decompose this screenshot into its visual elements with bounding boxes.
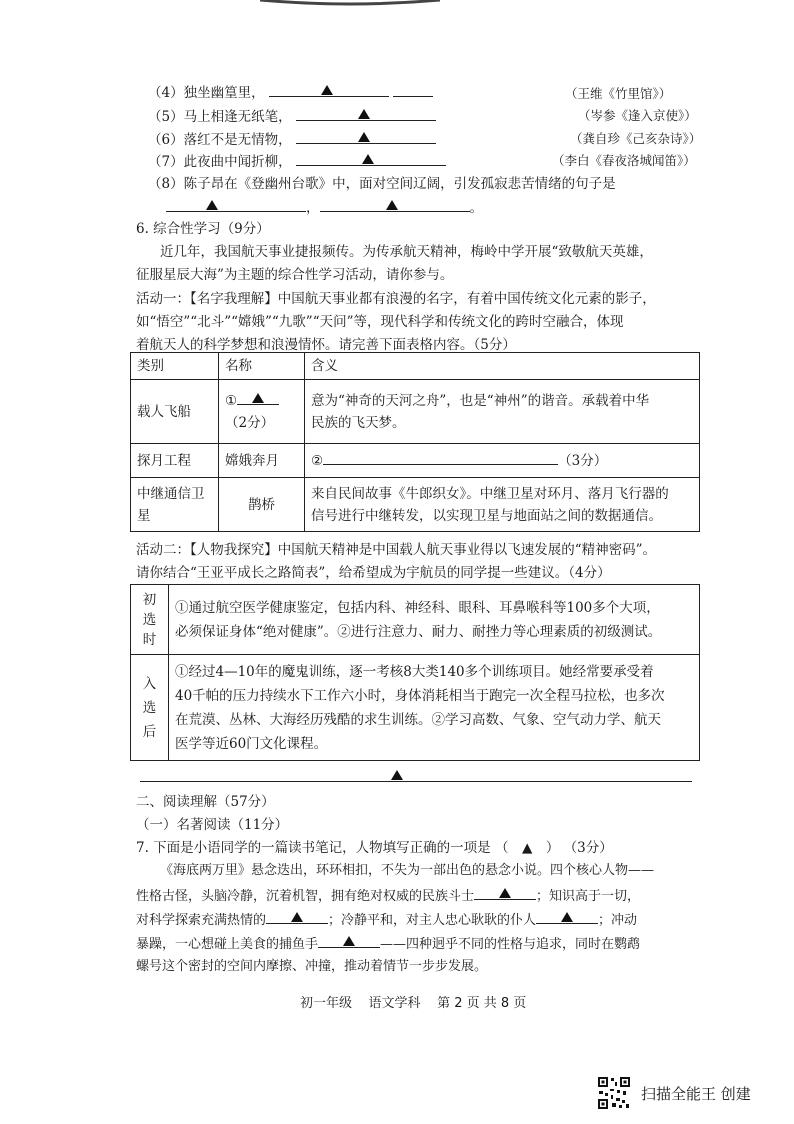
table-cell-category: [131, 478, 219, 532]
names-table: [130, 352, 700, 532]
answer-blank[interactable]: [266, 909, 328, 924]
footer-page-number: 第 2 页 共 8 页: [437, 996, 527, 1011]
answer-marker-icon: [391, 770, 403, 780]
stage-char: 初: [142, 591, 157, 608]
answer-paren: （ ▲ ）: [494, 840, 560, 856]
note-text: 暴躁，一心想碰上美食的捕鱼手: [136, 937, 319, 952]
answer-blank[interactable]: [269, 82, 389, 97]
poem-line-8: [148, 174, 616, 194]
q7-text: 7. 下面是小语同学的一篇读书笔记，人物填写正确的一项是: [136, 840, 491, 856]
table-header: 名称: [219, 353, 305, 380]
table-header: 含义: [305, 353, 700, 380]
poem-line-7: [148, 151, 446, 172]
answer-marker-icon: [358, 109, 370, 119]
poem-number: （6）: [148, 132, 184, 148]
footer-subject: 语文学科: [368, 996, 421, 1011]
score-label: （3分）: [558, 452, 608, 469]
poem-number: （8）: [148, 176, 184, 192]
meaning-text: 来自民间故事《牛郎织女》。中继卫星对环月、落月飞行器的: [311, 485, 669, 502]
activity1-line: 如“悟空”“北斗”“嫦娥”“九歌”“天问”等，现代科学和传统文化的跨时空融合，体现: [136, 314, 624, 330]
q6-intro-line: 近几年，我国航天事业捷报频传。为传承航天精神，梅岭中学开展“致敬航天英雄，: [160, 244, 653, 260]
note-text: ；知识高于一切，: [536, 889, 641, 904]
answer-marker-icon: [561, 912, 573, 922]
table-cell-name: 嫦娥奔月: [219, 444, 305, 478]
answer-blank[interactable]: [318, 933, 380, 948]
table-cell-category: 探月工程: [131, 444, 219, 478]
poem-8-blanks: ， 。: [166, 197, 483, 218]
answer-blank[interactable]: [536, 909, 598, 924]
activity1-line: 活动一：【名字我理解】中国航天事业都有浪漫的名字，有着中国传统文化元素的影子，: [136, 291, 656, 307]
note-text: ；冷静平和，对主人忠心耿耿的仆人: [328, 913, 537, 928]
stage-char: 后: [142, 723, 157, 740]
table-cell-meaning: [305, 478, 700, 532]
category-text: 中继通信卫: [137, 485, 205, 502]
table-row: [131, 380, 700, 444]
table-header-row: [131, 353, 700, 380]
poem-number: （4）: [148, 85, 184, 101]
subsection-heading: （一）名著阅读（11分）: [136, 817, 289, 833]
answer-blank[interactable]: [237, 390, 279, 405]
meaning-text: 意为“神奇的天河之舟”，也是“神州”的谐音。承载着中华: [311, 392, 650, 409]
activity2-line: 活动二：【人物我探究】中国航天精神是中国载人航天事业得以飞速发展的“精神密码”。: [136, 542, 657, 558]
answer-marker-icon: [358, 132, 370, 142]
poem-source: （李白《春夜洛城闻笛》）: [552, 153, 696, 168]
poem-head: 此夜曲中闻折柳，: [183, 154, 292, 170]
note-line: [136, 909, 637, 931]
footer-grade: 初一年级: [300, 996, 353, 1011]
poem-line-4: [148, 82, 433, 103]
stage-label: [131, 585, 169, 655]
table-header: 类别: [131, 353, 219, 380]
q6-intro-line: 征服星辰大海”为主题的综合性学习活动，请你参与。: [136, 267, 454, 283]
poem-line-6: [148, 129, 436, 150]
stage-text: 必须保证身体“绝对健康”。②进行注意力、耐力、耐挫力等心理素质的初级测试。: [175, 623, 662, 640]
poem-head: 独坐幽篁里，: [183, 85, 265, 101]
table-cell-name: 鹊桥: [219, 478, 305, 532]
scan-edge-mark: [260, 0, 440, 6]
answer-line[interactable]: [140, 781, 692, 782]
answer-blank[interactable]: [296, 151, 446, 166]
answer-marker-icon: [343, 936, 355, 946]
note-text: 性格古怪，头脑冷静，沉着机智，拥有绝对权威的民族斗士: [136, 889, 475, 904]
meaning-text: 民族的飞天梦。: [311, 414, 406, 431]
poem-head: 落红不是无情物，: [183, 132, 292, 148]
stage-text: ①经过4—10年的魔鬼训练，逐一考核8大类140多个训练项目。她经常要承受着: [175, 663, 654, 680]
category-text: 星: [137, 507, 151, 524]
circle-number: ②: [311, 452, 324, 469]
answer-marker-icon: [291, 912, 303, 922]
answer-marker-icon: [499, 888, 511, 898]
stage-text: 医学等近60门文化课程。: [175, 735, 328, 752]
answer-blank[interactable]: [296, 129, 436, 144]
answer-blank[interactable]: [323, 450, 558, 465]
table-row: [131, 444, 700, 478]
table-cell-name: [219, 380, 305, 444]
note-line: 螺号这个密封的空间内摩擦、冲撞，推动着情节一步步发展。: [136, 959, 488, 974]
poem-source: （王维《竹里馆》）: [565, 86, 672, 101]
note-text: ；冲动: [598, 913, 638, 928]
activity2-line: 请你结合“王亚平成长之路简表”，给希望成为宇航员的同学提一些建议。（4分）: [136, 565, 611, 581]
answer-blank[interactable]: [296, 106, 436, 121]
stage-content: [169, 585, 700, 655]
poem-head: 陈子昂在《登幽州台歌》中，面对空间辽阔，引发孤寂悲苦情绪的句子是: [183, 176, 616, 192]
poem-number: （7）: [148, 154, 184, 170]
scanner-watermark: 扫描全能王 创建: [641, 1085, 751, 1103]
stage-text: 在荒漠、丛林、大海经历残酷的求生训练。②学习高数、气象、空气动力学、航天: [175, 711, 661, 728]
q7-stem: [136, 838, 613, 858]
answer-blank[interactable]: [320, 197, 470, 212]
stage-text: 40千帕的压力持续水下工作六小时，身体消耗相当于跑完一次全程马拉松，也多次: [175, 687, 665, 704]
score-label: （2分）: [225, 414, 275, 431]
answer-marker-icon: [206, 200, 218, 210]
poem-line-5: [148, 106, 436, 127]
meaning-text: 信号进行中继转发，以实现卫星与地面站之间的数据通信。: [311, 507, 662, 524]
score-label: （3分）: [563, 840, 613, 856]
stage-content: [169, 655, 700, 761]
note-text: 对科学探索充满热情的: [136, 913, 267, 928]
note-line: 《海底两万里》悬念迭出，环环相扣，不失为一部出色的悬念小说。四个核心人物——: [160, 863, 655, 878]
stage-label: [131, 655, 169, 761]
answer-blank[interactable]: [474, 885, 536, 900]
table-cell-category: 载人飞船: [131, 380, 219, 444]
answer-marker-icon: [386, 200, 398, 210]
qr-code-icon: [597, 1076, 631, 1110]
answer-marker-icon: [252, 393, 264, 403]
answer-marker-icon: [362, 154, 374, 164]
poem-number: （5）: [148, 109, 184, 125]
answer-blank[interactable]: [393, 82, 433, 97]
stage-char: 时: [142, 631, 157, 648]
stage-char: 选: [142, 699, 157, 716]
table-cell-meaning: [305, 444, 700, 478]
table-row: [131, 655, 700, 761]
section-heading: 二、阅读理解（57分）: [136, 794, 275, 810]
growth-table: [130, 584, 700, 761]
answer-marker-icon: [321, 85, 333, 95]
poem-source: （龚自珍《己亥杂诗》）: [570, 131, 702, 146]
table-row: [131, 478, 700, 532]
answer-blank[interactable]: [166, 197, 306, 212]
poem-source: （岑参《逢入京使》）: [578, 108, 697, 123]
activity1-line: 着航天人的科学梦想和浪漫情怀。请完善下面表格内容。（5分）: [136, 337, 516, 353]
poem-head: 马上相逢无纸笔，: [183, 109, 292, 125]
stage-char: 入: [142, 675, 157, 692]
stage-text: ①通过航空医学健康鉴定，包括内科、神经科、眼科、耳鼻喉科等100多个大项，: [175, 599, 660, 616]
note-line: [136, 885, 640, 907]
table-row: [131, 585, 700, 655]
table-cell-meaning: [305, 380, 700, 444]
stage-char: 选: [142, 611, 157, 628]
circle-number: ①: [225, 392, 238, 409]
page-footer: [300, 992, 526, 1011]
q6-title: 6. 综合性学习（9分）: [136, 221, 270, 237]
note-line: [136, 933, 640, 955]
note-text: ——四种迥乎不同的性格与追求，同时在鹦鹉: [380, 937, 641, 952]
